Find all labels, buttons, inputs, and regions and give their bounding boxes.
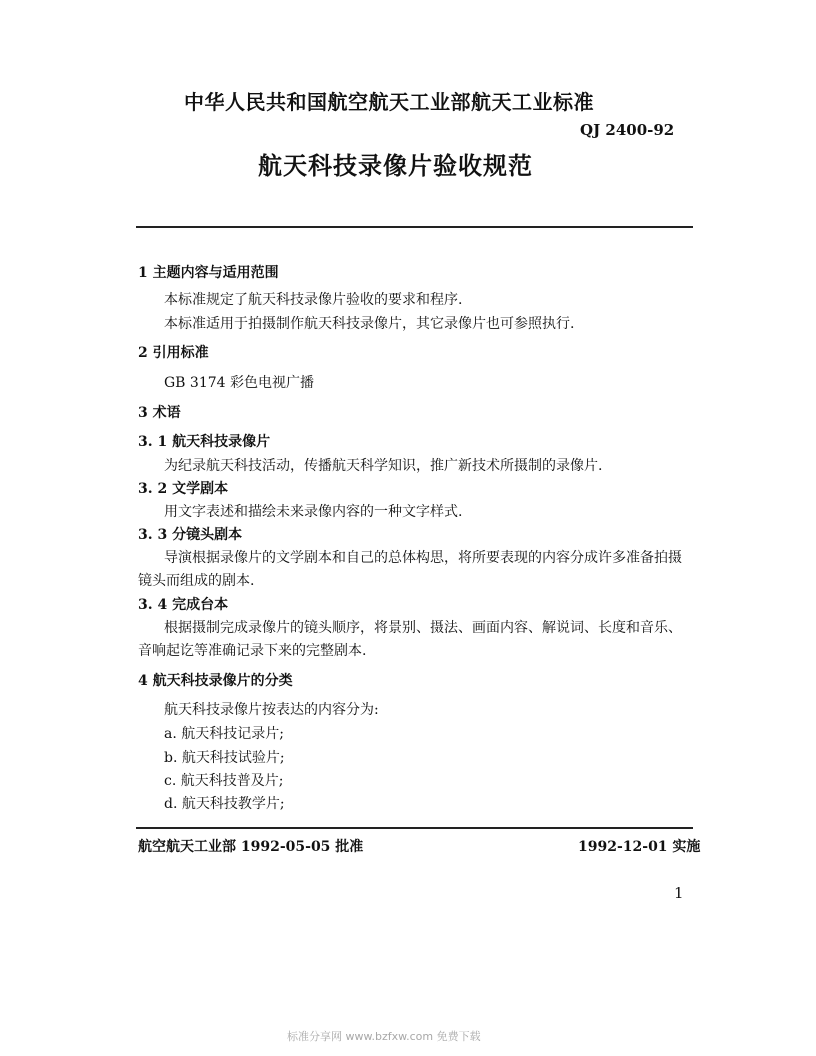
effective-date: 1992-12-01 实施	[578, 839, 701, 855]
list-item: d. 航天科技教学片;	[164, 796, 285, 812]
section-1-paragraph-1: 本标准规定了航天科技录像片验收的要求和程序.	[164, 292, 463, 308]
term-3-3-body-line-1: 导演根据录像片的文学剧本和自己的总体构思，将所要表现的内容分成许多准备拍摄	[164, 550, 682, 566]
page-number: 1	[674, 884, 684, 902]
term-3-4-heading: 3. 4 完成台本	[138, 597, 229, 613]
section-1-paragraph-2: 本标准适用于拍摄制作航天科技录像片，其它录像片也可参照执行.	[164, 316, 575, 332]
section-4-heading: 4 航天科技录像片的分类	[138, 673, 293, 689]
standard-number: QJ 2400-92	[580, 121, 675, 139]
term-3-2-heading: 3. 2 文学剧本	[138, 481, 229, 497]
document-title: 航天科技录像片验收规范	[258, 151, 533, 180]
list-item: b. 航天科技试验片;	[164, 750, 285, 766]
issuing-authority: 中华人民共和国航空航天工业部航天工业标准	[184, 90, 594, 114]
approval-date: 航空航天工业部 1992-05-05 批准	[138, 839, 364, 855]
section-1-heading: 1 主题内容与适用范围	[138, 265, 279, 281]
term-3-1-heading: 3. 1 航天科技录像片	[138, 434, 271, 450]
watermark-text: 标准分享网 www.bzfxw.com 免费下载	[287, 1030, 481, 1043]
footer-divider	[136, 827, 693, 829]
list-item: c. 航天科技普及片;	[164, 773, 284, 789]
section-3-heading: 3 术语	[138, 405, 181, 421]
reference-standard: GB 3174 彩色电视广播	[164, 375, 315, 391]
term-3-4-body-line-2: 音响起讫等准确记录下来的完整剧本.	[138, 643, 367, 659]
section-2-heading: 2 引用标准	[138, 345, 209, 361]
term-3-3-body-line-2: 镜头而组成的剧本.	[138, 573, 255, 589]
term-3-1-body: 为纪录航天科技活动，传播航天科学知识，推广新技术所摄制的录像片.	[164, 458, 603, 474]
term-3-2-body: 用文字表述和描绘未来录像内容的一种文字样式.	[164, 504, 463, 520]
term-3-4-body-line-1: 根据摄制完成录像片的镜头顺序，将景别、摄法、画面内容、解说词、长度和音乐、	[164, 620, 682, 636]
list-item: a. 航天科技记录片;	[164, 726, 284, 742]
header-divider	[136, 226, 693, 228]
section-4-intro: 航天科技录像片按表达的内容分为:	[164, 702, 379, 718]
term-3-3-heading: 3. 3 分镜头剧本	[138, 527, 243, 543]
